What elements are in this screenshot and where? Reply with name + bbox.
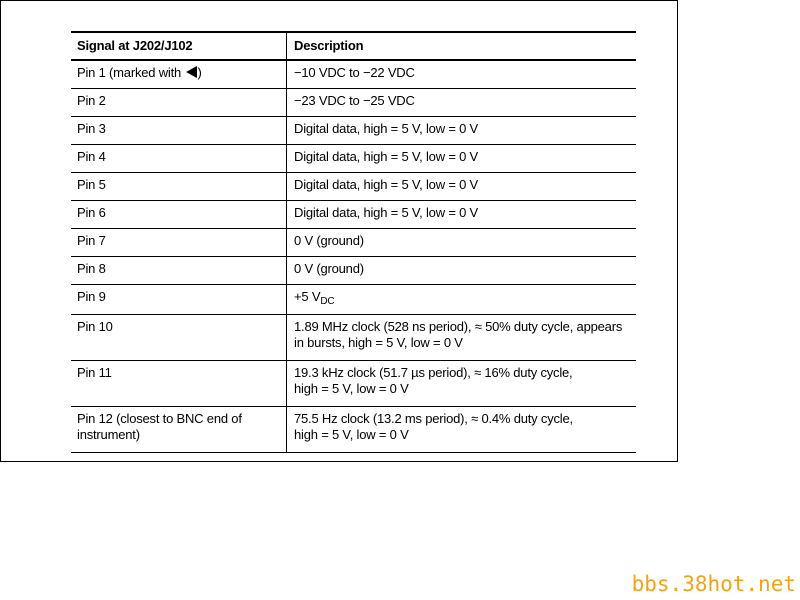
description-line: high = 5 V, low = 0 V — [294, 381, 409, 396]
description-cell: 0 V (ground) — [287, 257, 637, 285]
description-cell: −10 VDC to −22 VDC — [287, 60, 637, 89]
signal-cell: Pin 4 — [71, 145, 287, 173]
description-cell — [287, 285, 637, 315]
description-line: in bursts, high = 5 V, low = 0 V — [294, 335, 463, 350]
description-cell: Digital data, high = 5 V, low = 0 V — [287, 201, 637, 229]
header-description: Description — [287, 32, 637, 60]
site-watermark: bbs.38hot.net — [631, 572, 796, 596]
description-cell: −23 VDC to −25 VDC — [287, 89, 637, 117]
description-cell — [287, 361, 637, 407]
header-signal: Signal at J202/J102 — [71, 32, 287, 60]
table-row — [71, 60, 636, 89]
signal-cell: Pin 11 — [71, 361, 287, 407]
table-row — [71, 257, 636, 285]
table-header-row — [71, 32, 636, 60]
table-row — [71, 89, 636, 117]
signal-cell: Pin 6 — [71, 201, 287, 229]
signal-cell: Pin 3 — [71, 117, 287, 145]
signal-cell: Pin 9 — [71, 285, 287, 315]
signal-line: Pin 12 (closest to BNC end of — [77, 411, 242, 426]
description-line: 19.3 kHz clock (51.7 µs period), ≈ 16% duty cycle, — [294, 365, 573, 380]
description-line: high = 5 V, low = 0 V — [294, 427, 409, 442]
signal-line: instrument) — [77, 427, 140, 442]
table-row — [71, 361, 636, 407]
left-triangle-icon — [186, 66, 197, 78]
signal-cell — [71, 60, 287, 89]
description-line: 75.5 Hz clock (13.2 ms period), ≈ 0.4% duty cycle, — [294, 411, 573, 426]
table-row — [71, 285, 636, 315]
description-cell — [287, 407, 637, 453]
signal-text: ) — [197, 65, 202, 80]
description-text: +5 V — [294, 289, 321, 304]
table-row — [71, 229, 636, 257]
signal-cell: Pin 2 — [71, 89, 287, 117]
table-row — [71, 117, 636, 145]
description-line: 1.89 MHz clock (528 ns period), ≈ 50% duty cycle, appears — [294, 319, 623, 334]
description-cell — [287, 315, 637, 361]
table-row — [71, 407, 636, 453]
signal-cell — [71, 407, 287, 453]
table-row — [71, 173, 636, 201]
table-row — [71, 145, 636, 173]
table-row — [71, 201, 636, 229]
table-row — [71, 315, 636, 361]
description-cell: 0 V (ground) — [287, 229, 637, 257]
description-cell: Digital data, high = 5 V, low = 0 V — [287, 117, 637, 145]
subscript-text: DC — [320, 296, 335, 307]
signal-text: Pin 1 (marked with — [77, 65, 185, 80]
pin-signal-table — [71, 31, 636, 453]
description-cell: Digital data, high = 5 V, low = 0 V — [287, 145, 637, 173]
signal-cell: Pin 5 — [71, 173, 287, 201]
signal-cell: Pin 7 — [71, 229, 287, 257]
signal-cell: Pin 8 — [71, 257, 287, 285]
signal-cell: Pin 10 — [71, 315, 287, 361]
description-cell: Digital data, high = 5 V, low = 0 V — [287, 173, 637, 201]
